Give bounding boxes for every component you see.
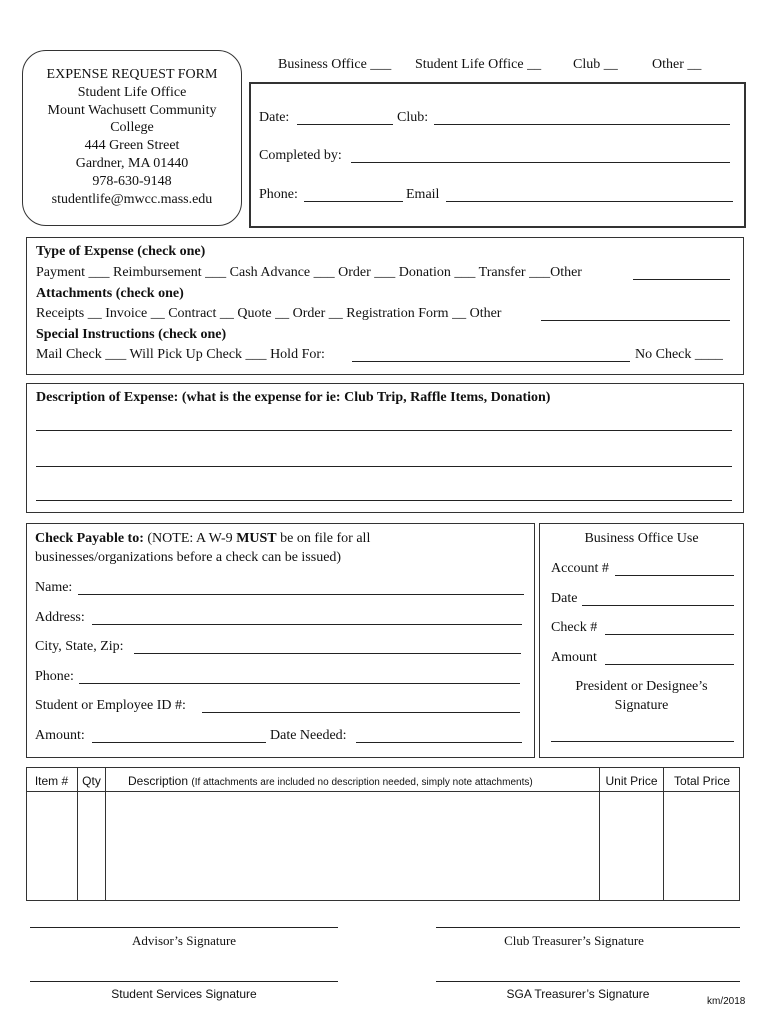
option-no-check[interactable]: No Check ____ [635, 347, 723, 362]
payee-address-field[interactable] [92, 624, 522, 625]
attachments-heading: Attachments (check one) [36, 286, 184, 301]
club-label: Club: [397, 110, 429, 125]
check-number-field[interactable] [605, 634, 734, 635]
advisor-signature-field[interactable] [30, 927, 338, 928]
form-title: EXPENSE REQUEST FORM [46, 67, 218, 82]
col-description-header [128, 774, 533, 788]
college-name: Mount Wachusett Community [47, 102, 217, 118]
business-date-label: Date [551, 591, 578, 606]
col-item-header: Item # [34, 774, 69, 788]
instructions-heading: Special Instructions (check one) [36, 327, 227, 342]
option-pick-up-check[interactable]: Will Pick Up Check ___ [129, 347, 267, 362]
option-other-attachment[interactable]: Other [469, 306, 502, 321]
college-name-line2: College [110, 120, 154, 136]
payee-city-field[interactable] [134, 653, 521, 654]
footer-code: km/2018 [707, 996, 746, 1007]
expense-type-options [36, 265, 582, 281]
instruction-options [36, 347, 325, 363]
option-order[interactable]: Order ___ [338, 265, 396, 280]
payee-phone-field[interactable] [79, 683, 520, 684]
street-address: 444 Green Street [84, 138, 180, 154]
office-select-other[interactable]: Other __ [652, 57, 702, 72]
payee-amount-label: Amount: [35, 728, 85, 743]
payable-note-start: (NOTE: A W-9 [143, 531, 237, 546]
option-registration-form[interactable]: Registration Form __ [346, 306, 467, 321]
president-signature-label: President or Designee’s [575, 679, 708, 694]
hold-for-field[interactable] [352, 361, 630, 362]
attachment-other-field[interactable] [541, 320, 730, 321]
col-divider-2 [105, 767, 106, 901]
sga-treasurer-signature-field[interactable] [436, 981, 740, 982]
expense-type-heading: Type of Expense (check one) [36, 244, 206, 259]
student-services-signature-field[interactable] [30, 981, 338, 982]
business-date-field[interactable] [582, 605, 734, 606]
option-invoice[interactable]: Invoice __ [105, 306, 165, 321]
payable-note-line2: businesses/organizations before a check can be issued) [35, 550, 342, 565]
phone-field[interactable] [304, 201, 403, 202]
business-amount-field[interactable] [605, 664, 734, 665]
office-phone: 978-630-9148 [92, 173, 172, 189]
president-signature-field[interactable] [551, 741, 734, 742]
office-select-club[interactable]: Club __ [573, 57, 618, 72]
payee-phone-label: Phone: [35, 669, 74, 684]
col-qty-header: Qty [82, 774, 101, 788]
payee-name-label: Name: [35, 580, 73, 595]
option-receipts[interactable]: Receipts __ [36, 306, 102, 321]
business-use-box [539, 523, 744, 758]
option-order-attachment[interactable]: Order __ [292, 306, 343, 321]
completed-by-label: Completed by: [259, 148, 342, 163]
payee-name-field[interactable] [78, 594, 524, 595]
option-reimbursement[interactable]: Reimbursement ___ [113, 265, 227, 280]
description-line-3[interactable] [36, 500, 732, 501]
col-description-note: (If attachments are included no description needed, simply note attachments) [191, 777, 533, 788]
expense-other-field[interactable] [633, 279, 730, 280]
description-line-2[interactable] [36, 466, 732, 467]
col-unit-price-header: Unit Price [605, 774, 658, 788]
payable-heading [35, 531, 370, 547]
payee-address-label: Address: [35, 610, 85, 625]
description-line-1[interactable] [36, 430, 732, 431]
club-field[interactable] [434, 124, 730, 125]
office-name: Student Life Office [77, 84, 187, 100]
items-table-header-rule [26, 791, 740, 792]
payee-city-label: City, State, Zip: [35, 639, 124, 654]
option-payment[interactable]: Payment ___ [36, 265, 110, 280]
payee-id-label: Student or Employee ID #: [35, 698, 186, 713]
option-donation[interactable]: Donation ___ [398, 265, 476, 280]
option-quote[interactable]: Quote __ [237, 306, 290, 321]
col-total-price-header: Total Price [673, 774, 731, 788]
completed-by-field[interactable] [351, 162, 730, 163]
option-cash-advance[interactable]: Cash Advance ___ [229, 265, 335, 280]
payee-id-field[interactable] [202, 712, 520, 713]
office-select-business[interactable]: Business Office ___ [278, 57, 392, 72]
payee-amount-field[interactable] [92, 742, 266, 743]
advisor-signature-label: Advisor’s Signature [131, 933, 237, 948]
account-label: Account # [551, 561, 609, 576]
city-address: Gardner, MA 01440 [75, 155, 189, 171]
col-description-title: Description [128, 774, 189, 788]
email-field[interactable] [446, 201, 733, 202]
date-field[interactable] [297, 124, 393, 125]
office-email: studentlife@mwcc.mass.edu [51, 191, 213, 207]
option-contract[interactable]: Contract __ [168, 306, 234, 321]
business-use-heading: Business Office Use [584, 531, 699, 546]
payable-note-must: MUST [236, 531, 277, 546]
option-hold-for[interactable]: Hold For: [270, 347, 325, 362]
date-needed-field[interactable] [356, 742, 522, 743]
option-mail-check[interactable]: Mail Check ___ [36, 347, 127, 362]
student-services-signature-label: Student Services Signature [111, 987, 257, 1001]
payable-heading-bold: Check Payable to: [35, 531, 144, 546]
office-select-student-life[interactable]: Student Life Office __ [415, 57, 542, 72]
payable-note-end: be on file for all [276, 531, 371, 546]
attachment-options [36, 306, 501, 322]
business-amount-label: Amount [551, 650, 597, 665]
president-signature-label-line2: Signature [614, 698, 669, 713]
option-transfer-other[interactable]: Transfer ___Other [478, 265, 582, 280]
date-needed-label: Date Needed: [270, 728, 347, 743]
email-label: Email [406, 187, 440, 202]
description-heading: Description of Expense: (what is the expense for ie: Club Trip, Raffle Items, Donation) [36, 390, 551, 405]
header-box-text [22, 66, 242, 208]
account-field[interactable] [615, 575, 734, 576]
check-number-label: Check # [551, 620, 598, 635]
phone-label: Phone: [259, 187, 298, 202]
date-label: Date: [259, 110, 290, 125]
sga-treasurer-signature-label: SGA Treasurer’s Signature [506, 987, 650, 1001]
club-treasurer-signature-label: Club Treasurer’s Signature [504, 933, 644, 948]
club-treasurer-signature-field[interactable] [436, 927, 740, 928]
